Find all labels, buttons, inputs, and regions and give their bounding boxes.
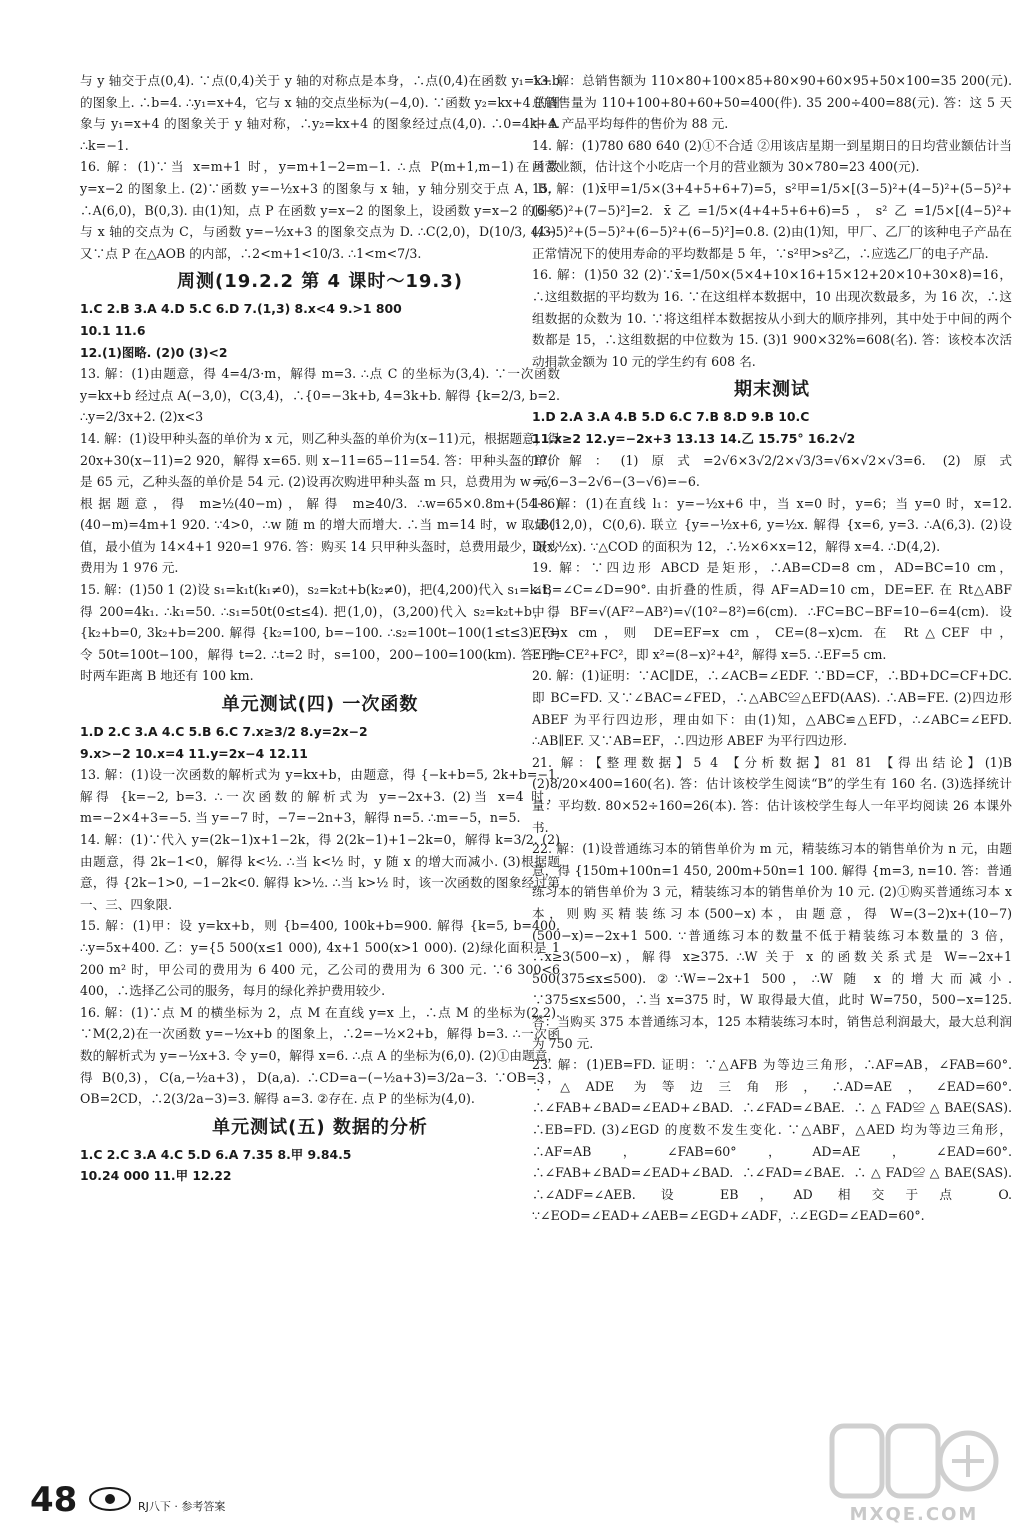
watermark <box>828 1418 1000 1528</box>
answer-line: 11.x≥2 12.y=−2x+3 13.13 14.乙 15.75° 16.2√2 <box>532 430 856 446</box>
answer-line: 1.C 2.B 3.A 4.D 5.C 6.D 7.(1,3) 8.x<4 9.>1 800 <box>80 301 402 317</box>
answer-paragraph: 17. 解：(1)原式=2√6×3√2/2×√3/3=√6×√2×√3=6. (2)原式=√6−3−2√6−(3−√6)=−6. <box>532 452 1012 490</box>
answer-paragraph: 14. 解：(1)设甲种头盔的单价为 x 元，则乙种头盔的单价为(x−11)元，根据题意，得 20x+30(x−11)=2 920，解得 x=65. 则 x−11=65−11=54. 答：甲种头盔的单价是 65 元，乙种头盔的单价是 54 元. (2)设再次购进甲种头盔 m 只，总费用为 w 元，根据题意，得 m≥½(40−m)，解得 m≥40/3. ∴w=65×0.8m+(54−6)(40−m)=4m+1 920. ∵4>0，∴w 随 m 的增大而增大. ∴当 m=14 时，w 取最小值，最小值为 14×4+1 920=1 976. 答：购买 14 只甲种头盔时，总费用最少，最少费用为 1 976 元. <box>80 430 560 576</box>
watermark-logo-icon <box>828 1418 1000 1504</box>
answer-line: 10.24 000 11.甲 12.22 <box>80 1168 232 1184</box>
answer-line: 1.D 2.C 3.A 4.C 5.B 6.C 7.x≥3/2 8.y=2x−2 <box>80 724 368 740</box>
left-column <box>80 70 560 1187</box>
answer-paragraph: 13. 解：(1)由题意，得 4=4/3·m，解得 m=3. ∴点 C 的坐标为(3,4). ∵一次函数 y=kx+b 经过点 A(−3,0)，C(3,4)，∴{0=−3k+b, 4=3k+b. 解得 {k=2/3, b=2. ∴y=2/3x+2. (2)x<3 <box>80 366 560 425</box>
answer-paragraph: 15. 解：(1)x̄甲=1/5×(3+4+5+6+7)=5，s²甲=1/5×[(3−5)²+(4−5)²+(5−5)²+(6−5)²+(7−5)²]=2. x̄乙=1/5×(4+4+5+6+6)=5，s²乙=1/5×[(4−5)²+(4−5)²+(5−5)²+(6−5)²+(6−5)²]=0.8. (2)由(1)知，甲厂、乙厂的该种电子产品在正常情况下的使用寿命的平均数都是 5 年，∵s²甲>s²乙，∴应选乙厂的电子产品. <box>532 180 1012 261</box>
section-title-unit-test-4: 单元测试(四) 一次函数 <box>221 694 419 716</box>
answer-line: 1.C 2.C 3.A 4.C 5.D 6.A 7.35 8.甲 9.84.5 <box>80 1146 352 1162</box>
answer-paragraph: 15. 解：(1)50 1 (2)设 s₁=k₁t(k₁≠0)，s₂=k₂t+b(k₂≠0)，把(4,200)代入 s₁=k₁t，得 200=4k₁. ∴k₁=50. ∴s₁=50t(0≤t≤4). 把(1,0)，(3,200)代入 s₂=k₂t+b，得 {k₂+b=0, 3k₂+b=200. 解得 {k₂=100, b=−100. ∴s₂=100t−100(1≤t≤3). (3)令 50t=100t−100，解得 t=2. ∴t=2 时，s=100，200−100=100(km). 答：此时两车距离 B 地还有 100 km. <box>80 582 560 684</box>
answer-paragraph: 13. 解：(1)设一次函数的解析式为 y=kx+b，由题意，得 {−k+b=5, 2k+b=−1. 解得 {k=−2, b=3. ∴一次函数的解析式为 y=−2x+3. (2)当 x=4 时，m=−2×4+3=−5. 当 y=−7 时，−7=−2n+3，解得 n=5. ∴m=−5，n=5. <box>80 767 560 826</box>
answer-paragraph: 15. 解：(1)甲：设 y=kx+b，则 {b=400, 100k+b=900. 解得 {k=5, b=400. ∴y=5x+400. 乙：y={5 500(x≤1 000), 4x+1 500(x>1 000). (2)绿化面积是 1 200 m² 时，甲公司的费用为 6 400 元，乙公司的费用为 6 300 元. ∵6 300<6 400，∴选择乙公司的服务，每月的绿化养护费用较少. <box>80 918 560 999</box>
section-title-final-test: 期末测试 <box>734 379 810 401</box>
answer-paragraph: 18. 解：(1)在直线 l₁：y=−½x+6 中，当 x=0 时，y=6；当 y=0 时，x=12. ∴B(12,0)，C(0,6). 联立 {y=−½x+6, y=½x. 解得 {x=6, y=3. ∴A(6,3). (2)设 D(x,½x). ∵△COD 的面积为 12，∴½×6×x=12，解得 x=4. ∴D(4,2). <box>532 495 1012 554</box>
page-footer <box>30 1480 330 1520</box>
answer-paragraph: 与 y 轴交于点(0,4). ∵点(0,4)关于 y 轴的对称点是本身，∴点(0,4)在函数 y₁=x+b 的图象上. ∴b=4. ∴y₁=x+4，它与 x 轴的交点坐标为(−4,0). ∵函数 y₂=kx+4 的图象与 y₁=x+4 的图象关于 y 轴对称，∴y₂=kx+4 的图象经过点(4,0). ∴0=4k+4. ∴k=−1. <box>80 73 560 153</box>
answer-line: 12.(1)图略. (2)0 (3)<2 <box>80 344 228 360</box>
answer-paragraph: 16. 解：(1)50 32 (2)∵x̄=1/50×(5×4+10×16+15×12+20×10+30×8)=16，∴这组数据的平均数为 16. ∵在这组样本数据中，10 出现次数最多，为 16 次，∴这组数据的众数为 10. ∵将这组样本数据按从小到大的顺序排列，其中处于中间的两个数都是 15，∴这组数据的中位数为 15. (3)1 900×32%=608(名). 答：该校本次活动捐款金额为 10 元的学生约有 608 名. <box>532 267 1012 369</box>
answer-paragraph: 13. 解：总销售额为 110×80+100×85+80×90+60×95+50×100=35 200(元). 总销售量为 110+100+80+60+50=400(件). 35 200÷400=88(元). 答：这 5 天中 A 产品平均每件的售价为 88 元. <box>532 73 1012 132</box>
answer-paragraph: 14. 解：(1)780 680 640 (2)①不合适 ②用该店星期一到星期日的日均营业额估计当月营业额，估计这个小吃店一个月的营业额为 30×780=23 400(元). <box>532 137 1012 175</box>
publisher-logo-icon <box>88 1486 132 1516</box>
answer-paragraph: 20. 解：(1)证明：∵AC∥DE，∴∠ACB=∠EDF. ∵BD=CF，∴BD+DC=CF+DC. 即 BC=FD. 又∵∠BAC=∠FED，∴△ABC≌△EFD(AAS). ∴AB=FE. (2)四边形 ABEF 为平行四边形，理由如下：由(1)知，△ABC≌△EFD，∴∠ABC=∠EFD. ∴AB∥EF. 又∵AB=EF，∴四边形 ABEF 为平行四边形. <box>532 668 1012 749</box>
answer-paragraph: 16. 解：(1)∵点 M 的横坐标为 2，点 M 在直线 y=x 上，∴点 M 的坐标为(2,2). ∵M(2,2)在一次函数 y=−½x+b 的图象上，∴2=−½×2+b，解得 b=3. ∴一次函数的解析式为 y=−½x+3. 令 y=0，解得 x=6. ∴点 A 的坐标为(6,0). (2)①由题意，得 B(0,3)，C(a,−½a+3)，D(a,a). ∴CD=a−(−½a+3)=3/2a−3. ∵OB=3，OB=2CD，∴2(3/2a−3)=3. 解得 a=3. ②存在. 点 P 的坐标为(4,0). <box>80 1004 560 1107</box>
section-title-unit-test-5: 单元测试(五) 数据的分析 <box>212 1116 428 1138</box>
answer-line: 9.x>−2 10.x=4 11.y=2x−4 12.11 <box>80 745 308 761</box>
answer-paragraph: 21. 解：【整理数据】5 4 【分析数据】81 81 【得出结论】(1)B (2)8/20×400=160(名). 答：估计该校学生阅读“B”的学生有 160 名. (3)选择统计量：平均数. 80×52÷160=26(本). 答：估计该校学生每人一年平均阅读 26 本课外书. <box>532 754 1012 835</box>
answer-paragraph: 23. 解：(1)EB=FD. 证明：∵△AFB 为等边三角形，∴AF=AB，∠FAB=60°. ∵△ADE 为等边三角形，∴AD=AE，∠EAD=60°. ∴∠FAB+∠BAD=∠EAD+∠BAD. ∴∠FAD=∠BAE. ∴△FAD≌△BAE(SAS). ∴EB=FD. (3)∠EGD 的度数不发生变化. ∵△ABF，△AED 均为等边三角形，∴AF=AB，∠FAB=60°，AD=AE，∠EAD=60°. ∴∠FAB+∠BAD=∠EAD+∠BAD. ∴∠FAD=∠BAE. ∴△FAD≌△BAE(SAS). ∴∠ADF=∠AEB. 设 EB，AD 相交于点 O. ∵∠EOD=∠EAD+∠AEB=∠EGD+∠ADF，∴∠EGD=∠EAD=60°. <box>532 1057 1012 1224</box>
answer-paragraph: 22. 解：(1)设普通练习本的销售单价为 m 元，精装练习本的销售单价为 n 元，由题意，得 {150m+100n=1 450, 200m+50n=1 100. 解得 {m=3, n=10. 答：普通练习本的销售单价为 3 元，精装练习本的销售单价为 10 元. (2)①购买普通练习本 x 本，则购买精装练习本(500−x)本，由题意，得 W=(3−2)x+(10−7)(500−x)=−2x+1 500. ∵普通练习本的数量不低于精装练习本数量的 3 倍，∴x≥3(500−x)，解得 x≥375. ∴W 关于 x 的函数关系式是 W=−2x+1 500(375≤x≤500). ②∵W=−2x+1 500，∴W 随 x 的增大而减小. ∵375≤x≤500，∴当 x=375 时，W 取得最大值，此时 W=750，500−x=125. 答：当购买 375 本普通练习本，125 本精装练习本时，销售总利润最大，最大总利润为 750 元. <box>532 841 1012 1051</box>
answer-line: 10.1 11.6 <box>80 322 146 338</box>
section-title-weekly-test: 周测(19.2.2 第 4 课时～19.3) <box>177 271 463 293</box>
answer-paragraph: 16. 解：(1)∵当 x=m+1 时，y=m+1−2=m−1. ∴点 P(m+1,m−1)在函数 y=x−2 的图象上. (2)∵函数 y=−½x+3 的图象与 x 轴，y 轴分别交于点 A，B，∴A(6,0)，B(0,3). 由(1)知，点 P 在函数 y=x−2 的图象上，设函数 y=x−2 的图象与 x 轴的交点为 C，与函数 y=−½x+3 的图象交点为 D. ∴C(2,0)，D(10/3, 4/3). 又∵点 P 在△AOB 的内部，∴2<m+1<10/3. ∴1<m<7/3. <box>80 159 560 261</box>
answer-paragraph: 14. 解：(1)∵代入 y=(2k−1)x+1−2k，得 2(2k−1)+1−2k=0，解得 k=3/2. (2)由题意，得 2k−1<0，解得 k<½. ∴当 k<½ 时，y 随 x 的增大而减小. (3)根据题意，得 {2k−1>0, −1−2k<0. 解得 k>½. ∴当 k>½ 时，该一次函数的图象经过第一、三、四象限. <box>80 832 560 912</box>
page-number: 48 <box>30 1480 78 1520</box>
answer-paragraph: 19. 解：∵四边形 ABCD 是矩形，∴AB=CD=8 cm，AD=BC=10 cm，∠B=∠C=∠D=90°. 由折叠的性质，得 AF=AD=10 cm，DE=EF. 在 Rt△ABF 中，BF=√(AF²−AB²)=√(10²−8²)=6(cm). ∴FC=BC−BF=10−6=4(cm). 设 EF=x cm，则 DE=EF=x cm，CE=(8−x)cm. 在 Rt△CEF 中，EF²=CE²+FC²，即 x²=(8−x)²+4²，解得 x=5. ∴EF=5 cm. <box>532 560 1012 662</box>
watermark-text: MXQE.COM <box>849 1504 979 1525</box>
footer-text: RJ八下 · 参考答案 <box>138 1500 226 1513</box>
answer-line: 1.D 2.A 3.A 4.B 5.D 6.C 7.B 8.D 9.B 10.C <box>532 409 810 425</box>
right-column <box>532 70 1012 1227</box>
